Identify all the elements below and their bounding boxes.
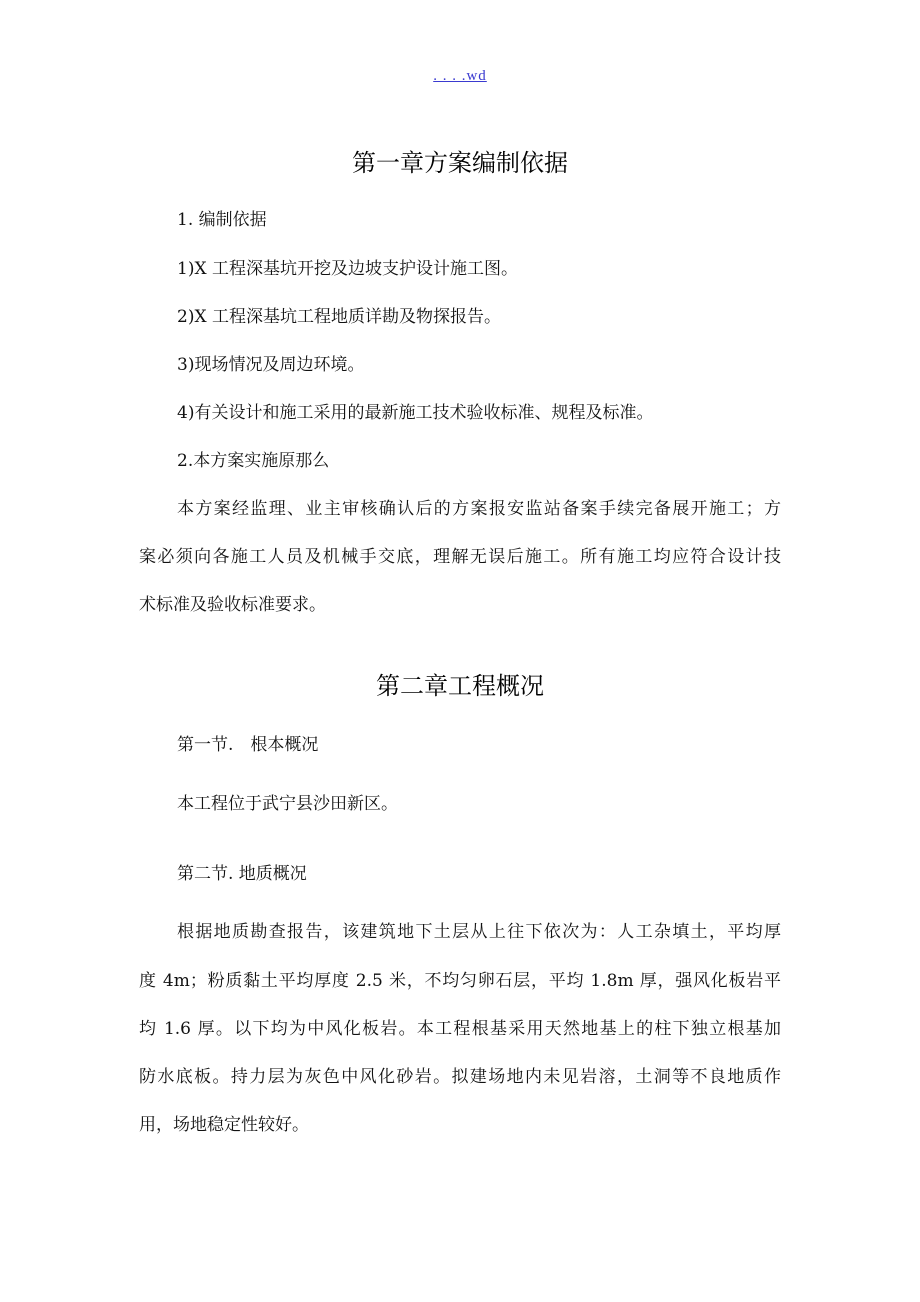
list-item: 4)有关设计和施工采用的最新施工技术验收标准、规程及标准。 — [177, 403, 654, 423]
paragraph-line: 度 4m；粉质黏土平均厚度 2.5 米，不均匀卵石层，平均 1.8m 厚，强风化板岩平 — [139, 971, 781, 991]
section-heading: 第一节. 根本概况 — [177, 735, 319, 755]
paragraph-line: 用，场地稳定性较好。 — [139, 1115, 309, 1135]
paragraph-line: 均 1.6 厚。以下均为中风化板岩。本工程根基采用天然地基上的柱下独立根基加 — [139, 1019, 781, 1039]
section-2-heading: 2.本方案实施原那么 — [177, 451, 330, 471]
list-item: 2)X 工程深基坑工程地质详勘及物探报告。 — [177, 307, 501, 327]
paragraph-line: 根据地质勘查报告，该建筑地下土层从上往下依次为：人工杂填土，平均厚 — [177, 922, 781, 942]
list-item: 1)X 工程深基坑开挖及边坡支护设计施工图。 — [177, 259, 518, 279]
paragraph-line: 防水底板。持力层为灰色中风化砂岩。拟建场地内未见岩溶，土洞等不良地质作 — [139, 1067, 781, 1087]
paragraph-line: 案必须向各施工人员及机械手交底，理解无误后施工。所有施工均应符合设计技 — [139, 547, 781, 567]
paragraph-line: 本方案经监理、业主审核确认后的方案报安监站备案手续完备展开施工；方 — [177, 499, 781, 519]
paragraph-line: 术标准及验收标准要求。 — [139, 595, 326, 615]
header-link[interactable]: . . . .wd — [433, 68, 487, 84]
list-item: 3)现场情况及周边环境。 — [177, 355, 365, 375]
section-heading: 第二节. 地质概况 — [177, 864, 307, 884]
chapter-2-title: 第二章工程概况 — [376, 672, 544, 700]
section-1-heading: 1. 编制依据 — [177, 210, 267, 230]
section-text: 本工程位于武宁县沙田新区。 — [177, 794, 398, 814]
chapter-1-title: 第一章方案编制依据 — [352, 149, 568, 177]
